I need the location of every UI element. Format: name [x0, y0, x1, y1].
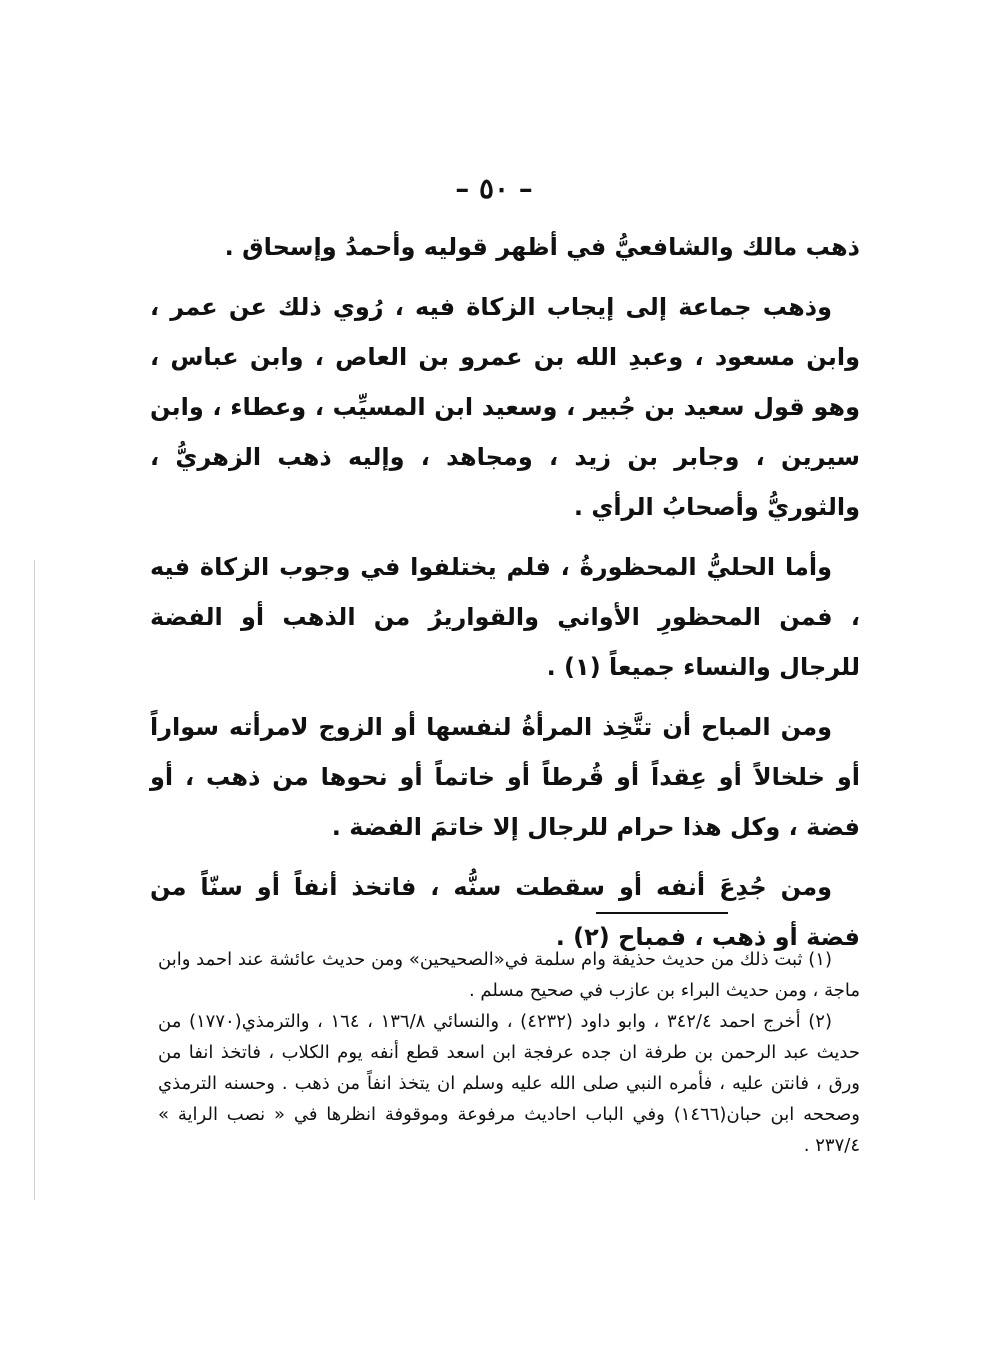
main-text — [150, 222, 860, 972]
page-number: – ٥٠ – — [455, 172, 533, 205]
footnote-separator — [596, 912, 728, 914]
paragraph: وأما الحليُّ المحظورةُ ، فلم يختلفوا في وجوب الزكاة فيه ، فمن المحظورِ الأواني والقواريرُ من الذهب أو الفضة للرجال والنساء جميعاً (١) . — [150, 553, 860, 681]
paragraph: ذهب مالك والشافعيُّ في أظهر قوليه وأحمدُ وإسحاق . — [224, 233, 860, 261]
footnote: (١) ثبت ذلك من حديث حذيفة وام سلمة في«الصحيحين» ومن حديث عائشة عند احمد وابن ماجة ، ومن حديث البراء بن عازب في صحيح مسلم . — [158, 949, 860, 1001]
scan-edge-line — [34, 560, 35, 1200]
footnotes — [158, 944, 860, 1161]
paragraph: ومن المباح أن تتَّخِذ المرأةُ لنفسها أو الزوج لامرأته سواراً أو خلخالاً أو عِقداً أو قُرطاً أو خاتماً أو نحوها من ذهب ، أو فضة ، وكل هذا حرام للرجال إلا خاتمَ الفضة . — [150, 713, 860, 841]
footnote: (٢) أخرج احمد ٣٤٢/٤ ، وابو داود (٤٢٣٢) ، والنسائي ١٣٦/٨ ، ١٦٤ ، والترمذي(١٧٧٠) من حديث عبد الرحمن بن طرفة ان جده عرفجة ابن اسعد قطع أنفه يوم الكلاب ، فاتخذ انفا من ورق ، فانتن عليه ، فأمره النبي صلى الله عليه وسلم ان يتخذ انفاً من ذهب . وحسنه الترمذي وصححه ابن حبان(١٤٦٦) وفي الباب احاديث مرفوعة وموقوفة انظرها في « نصب الراية » ٢٣٧/٤ . — [158, 1011, 860, 1156]
paragraph: ومن جُدِعَ أنفه أو سقطت سنُّه ، فاتخذ أنفاً أو سنّاً من فضة أو ذهب ، فمباح (٢) . — [150, 873, 860, 951]
paragraph: وذهب جماعة إلى إيجاب الزكاة فيه ، رُوي ذلك عن عمر ، وابن مسعود ، وعبدِ الله بن عمرو بن العاص ، وابن عباس ، وهو قول سعيد بن جُبير ، وسعيد ابن المسيِّب ، وعطاء ، وابن سيرين ، وجابر بن زيد ، ومجاهد ، وإليه ذهب الزهريُّ ، والثوريُّ وأصحابُ الرأي . — [150, 293, 860, 521]
